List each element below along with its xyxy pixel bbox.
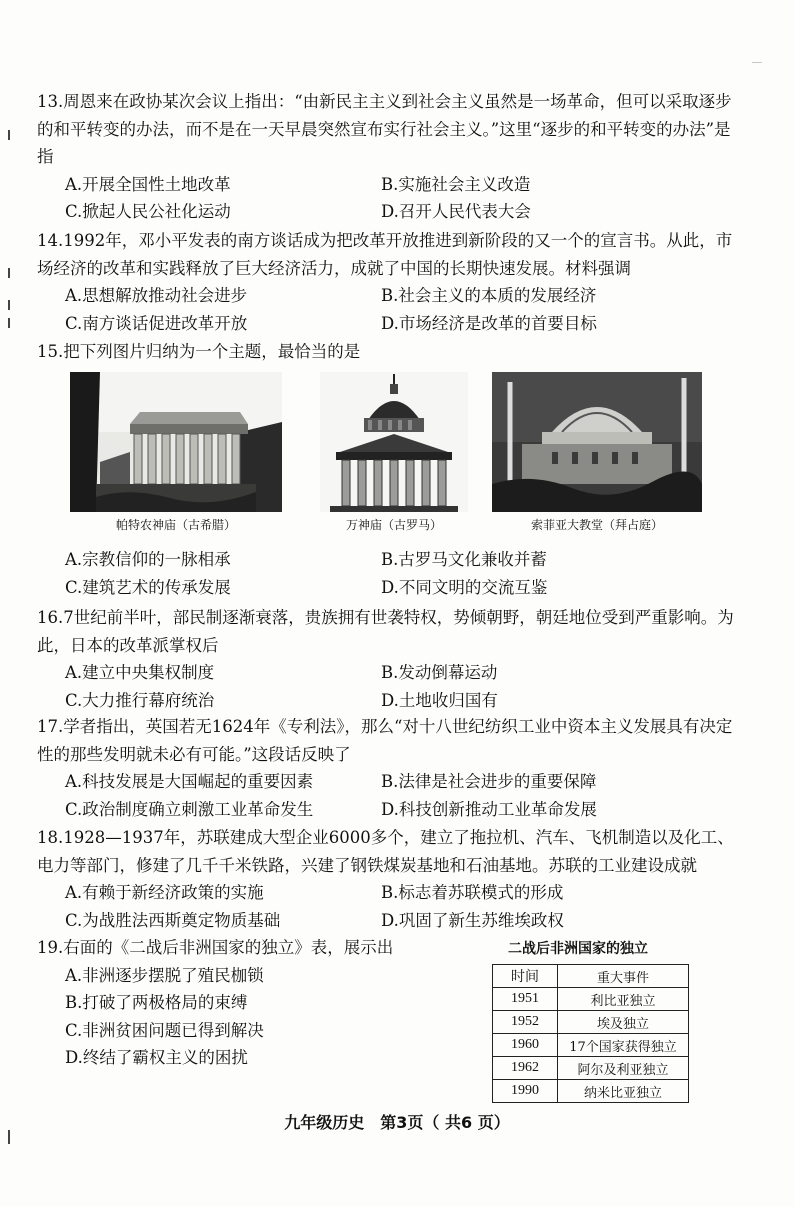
option-d: D.科技创新推动工业革命发展: [381, 799, 597, 819]
option-d: D.不同文明的交流互鉴: [381, 577, 548, 597]
question-18: [37, 824, 737, 934]
margin-mark: [8, 318, 10, 328]
table-cell-year: 1960: [493, 1034, 558, 1057]
question-15-options: [37, 546, 737, 601]
header-mark: __: [752, 52, 762, 63]
option-a: A.开展全国性土地改革: [65, 174, 231, 194]
option-b: B.古罗马文化兼收并蓄: [381, 550, 547, 569]
option-d: D.市场经济是改革的首要目标: [381, 313, 597, 333]
options: [37, 546, 737, 601]
option-d: D.召开人民代表大会: [381, 202, 531, 221]
option-a: A.宗教信仰的一脉相承: [65, 550, 231, 569]
option-d: D.巩固了新生苏维埃政权: [381, 910, 564, 930]
question-19: [37, 934, 477, 1072]
option-c: C.非洲贫困问题已得到解决: [65, 1020, 264, 1040]
question-stem: 16.7世纪前半叶，部民制逐渐衰落，贵族拥有世袭特权，势倾朝野，朝廷地位受到严重影响。为此，日本的改革派掌权后: [37, 608, 734, 655]
figure-caption: 万神庙（古罗马）: [345, 518, 442, 532]
question-stem: 15.把下列图片归纳为一个主题，最恰当的是: [37, 342, 361, 361]
table-header-row: [493, 965, 689, 988]
option-b: B.实施社会主义改造: [381, 174, 531, 194]
option-a: A.有赖于新经济政策的实施: [65, 883, 264, 902]
africa-independence-table: [492, 964, 689, 1103]
options: [37, 879, 737, 934]
table-row: [493, 1080, 689, 1103]
option-c: C.建筑艺术的传承发展: [65, 577, 231, 597]
option-c: C.大力推行幕府统治: [65, 690, 215, 710]
table-cell-year: 1990: [493, 1080, 558, 1103]
table-header-cell: 时间: [493, 965, 558, 988]
table-cell-year: 1952: [493, 1011, 558, 1034]
option-d: D.终结了霸权主义的困扰: [65, 1048, 248, 1067]
option-b: B.发动倒幕运动: [381, 663, 498, 682]
margin-mark: [8, 268, 10, 278]
option-a: A.非洲逐步摆脱了殖民枷锁: [65, 965, 264, 985]
question-stem: 18.1928—1937年，苏联建成大型企业6000多个，建立了拖拉机、汽车、飞机制造以及化工、电力等部门，修建了几千千米铁路，兴建了钢铁煤炭基地和石油基地。苏联的工业建设成就: [37, 828, 734, 875]
table-row: [493, 1034, 689, 1057]
table-cell-event: 利比亚独立: [558, 988, 689, 1011]
question-14: [37, 227, 737, 337]
question-17: [37, 713, 737, 823]
table-cell-event: 17个国家获得独立: [558, 1034, 689, 1057]
option-c: C.为战胜法西斯奠定物质基础: [65, 910, 281, 930]
question-stem: 17.学者指出，英国若无1624年《专利法》，那么“对十八世纪纺织工业中资本主义发展具有决定性的那些发明就未必有可能。”这段话反映了: [37, 717, 733, 764]
option-b: B.社会主义的本质的发展经济: [381, 286, 597, 305]
table-cell-year: 1962: [493, 1057, 558, 1080]
table-cell-year: 1951: [493, 988, 558, 1011]
question-stem: 19.右面的《二战后非洲国家的独立》表，展示出: [37, 938, 394, 957]
margin-mark: [8, 300, 10, 310]
hagia-sophia-image: [492, 372, 702, 512]
question-13: [37, 88, 737, 226]
option-b: B.打破了两极格局的束缚: [65, 993, 248, 1012]
options: [37, 659, 737, 714]
option-a: A.科技发展是大国崛起的重要因素: [65, 772, 314, 791]
parthenon-image: [70, 372, 282, 512]
options: [37, 282, 737, 337]
option-c: C.政治制度确立刺激工业革命发生: [65, 799, 314, 819]
option-a: A.思想解放推动社会进步: [65, 286, 248, 305]
options: [37, 768, 737, 823]
question-15: [37, 338, 737, 366]
figure-parthenon: [70, 372, 282, 536]
option-d: D.土地收归国有: [381, 690, 498, 710]
table-cell-event: 纳米比亚独立: [558, 1080, 689, 1103]
table-cell-event: 阿尔及利亚独立: [558, 1057, 689, 1080]
table-row: [493, 988, 689, 1011]
option-b: B.标志着苏联模式的形成: [381, 883, 564, 902]
question-stem: 14.1992年，邓小平发表的南方谈话成为把改革开放推进到新阶段的又一个的宣言书。从此，市场经济的改革和实践释放了巨大经济活力，成就了中国的长期快速发展。材料强调: [37, 231, 733, 278]
option-b: B.法律是社会进步的重要保障: [381, 772, 597, 791]
figure-caption: 帕特农神庙（古希腊）: [115, 518, 236, 532]
table-row: [493, 1057, 689, 1080]
option-a: A.建立中央集权制度: [65, 663, 215, 682]
option-c: C.南方谈话促进改革开放: [65, 313, 248, 333]
figure-caption: 索菲亚大教堂（拜占庭）: [530, 518, 663, 532]
pantheon-image: [320, 372, 468, 512]
figure-pantheon: [320, 372, 468, 536]
option-c: C.掀起人民公社化运动: [65, 202, 231, 221]
margin-mark: [8, 130, 10, 140]
figure-hagia-sophia: [492, 372, 702, 536]
page-footer: 九年级历史 第3页（ 共6 页）: [284, 1113, 510, 1132]
table-row: [493, 1011, 689, 1034]
table-header-cell: 重大事件: [558, 965, 689, 988]
question-stem: 13.周恩来在政协某次会议上指出：“由新民主主义到社会主义虽然是一场革命，但可以采取逐步的和平转变的办法，而不是在一天早晨突然宣布实行社会主义。”这里“逐步的和平转变的办法”是指: [37, 92, 732, 166]
building-figures: [70, 372, 710, 542]
table-cell-event: 埃及独立: [558, 1011, 689, 1034]
table-title: 二战后非洲国家的独立: [508, 941, 648, 957]
options: [37, 171, 737, 226]
question-16: [37, 604, 737, 714]
